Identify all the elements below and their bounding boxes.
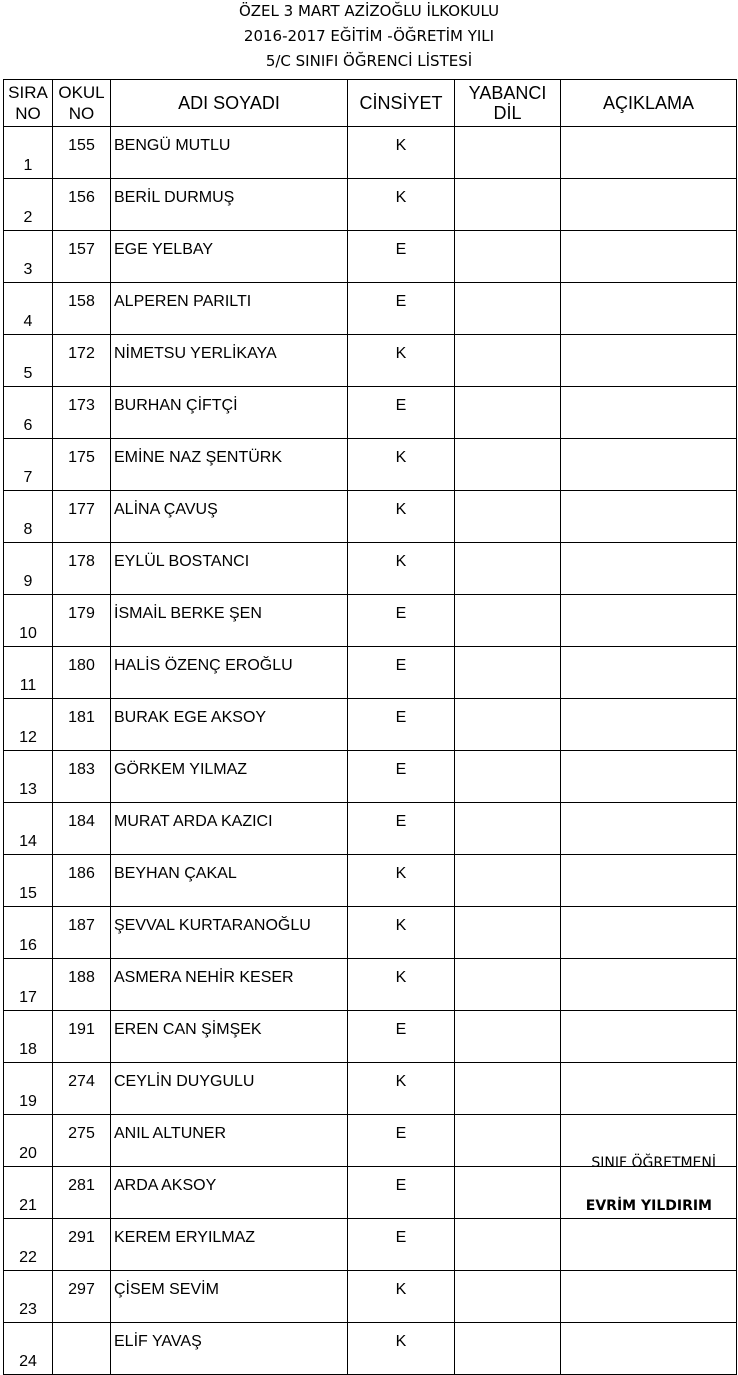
sira-no-cell: 1: [4, 127, 53, 179]
student-name-cell: MURAT ARDA KAZICI: [111, 803, 348, 855]
gender-cell: K: [348, 1323, 455, 1375]
student-name-cell: ANIL ALTUNER: [111, 1115, 348, 1167]
gender-cell: K: [348, 855, 455, 907]
notes-cell: [561, 647, 737, 699]
roster-body: [4, 127, 737, 1375]
table-row: [4, 803, 737, 855]
table-row: [4, 1323, 737, 1375]
gender-cell: E: [348, 1167, 455, 1219]
okul-no-cell: 173: [53, 387, 111, 439]
table-row: [4, 907, 737, 959]
gender-cell: K: [348, 543, 455, 595]
okul-no-cell: 179: [53, 595, 111, 647]
notes-cell: [561, 1219, 737, 1271]
gender-cell: K: [348, 1063, 455, 1115]
foreign-language-cell: [455, 127, 561, 179]
sira-no-cell: 19: [4, 1063, 53, 1115]
gender-cell: E: [348, 803, 455, 855]
gender-cell: E: [348, 1115, 455, 1167]
okul-no-cell: 297: [53, 1271, 111, 1323]
column-header-sira-line2: NO: [15, 104, 41, 123]
notes-cell: [561, 387, 737, 439]
notes-cell: [561, 959, 737, 1011]
student-name-cell: ASMERA NEHİR KESER: [111, 959, 348, 1011]
notes-cell: [561, 335, 737, 387]
gender-cell: K: [348, 491, 455, 543]
okul-no-cell: 175: [53, 439, 111, 491]
foreign-language-cell: [455, 1219, 561, 1271]
column-header-okul-no: [53, 80, 111, 127]
sira-no-cell: 22: [4, 1219, 53, 1271]
student-name-cell: EMİNE NAZ ŞENTÜRK: [111, 439, 348, 491]
table-row: [4, 1271, 737, 1323]
gender-cell: E: [348, 1011, 455, 1063]
foreign-language-cell: [455, 1323, 561, 1375]
column-header-yabanci-line1: YABANCI: [468, 83, 547, 103]
okul-no-cell: 281: [53, 1167, 111, 1219]
column-header-cinsiyet: CİNSİYET: [348, 80, 455, 127]
student-name-cell: HALİS ÖZENÇ EROĞLU: [111, 647, 348, 699]
notes-cell: [561, 751, 737, 803]
notes-cell: [561, 855, 737, 907]
sira-no-cell: 10: [4, 595, 53, 647]
foreign-language-cell: [455, 855, 561, 907]
column-header-yabanci-dil: [455, 80, 561, 127]
sira-no-cell: 12: [4, 699, 53, 751]
foreign-language-cell: [455, 1063, 561, 1115]
table-row: [4, 127, 737, 179]
table-row: [4, 1219, 737, 1271]
teacher-role: SINIF ÖĞRETMENİ: [591, 1155, 716, 1171]
notes-cell: [561, 283, 737, 335]
student-name-cell: İSMAİL BERKE ŞEN: [111, 595, 348, 647]
okul-no-cell: 181: [53, 699, 111, 751]
sira-no-cell: 14: [4, 803, 53, 855]
notes-cell: [561, 543, 737, 595]
sira-no-cell: 24: [4, 1323, 53, 1375]
list-title: 5/C SINIFI ÖĞRENCİ LİSTESİ: [265, 52, 473, 70]
okul-no-cell: 188: [53, 959, 111, 1011]
gender-cell: K: [348, 127, 455, 179]
foreign-language-cell: [455, 959, 561, 1011]
okul-no-cell: [53, 1323, 111, 1375]
okul-no-cell: 172: [53, 335, 111, 387]
document-header: [0, 0, 738, 74]
table-row: [4, 231, 737, 283]
table-row: [4, 335, 737, 387]
okul-no-cell: 180: [53, 647, 111, 699]
table-row: [4, 543, 737, 595]
foreign-language-cell: [455, 1115, 561, 1167]
okul-no-cell: 156: [53, 179, 111, 231]
okul-no-cell: 158: [53, 283, 111, 335]
okul-no-cell: 183: [53, 751, 111, 803]
student-name-cell: EYLÜL BOSTANCI: [111, 543, 348, 595]
student-name-cell: ELİF YAVAŞ: [111, 1323, 348, 1375]
foreign-language-cell: [455, 647, 561, 699]
table-row: [4, 751, 737, 803]
foreign-language-cell: [455, 491, 561, 543]
sira-no-cell: 6: [4, 387, 53, 439]
table-row: [4, 283, 737, 335]
okul-no-cell: 291: [53, 1219, 111, 1271]
gender-cell: K: [348, 907, 455, 959]
table-row: [4, 439, 737, 491]
foreign-language-cell: [455, 595, 561, 647]
column-header-yabanci-line2: DİL: [493, 103, 522, 123]
foreign-language-cell: [455, 907, 561, 959]
gender-cell: E: [348, 647, 455, 699]
table-header-row: [4, 80, 737, 127]
table-row: [4, 1011, 737, 1063]
sira-no-cell: 4: [4, 283, 53, 335]
okul-no-cell: 186: [53, 855, 111, 907]
notes-cell: [561, 595, 737, 647]
foreign-language-cell: [455, 1167, 561, 1219]
column-header-okul-line1: OKUL: [58, 83, 105, 102]
notes-cell: [561, 907, 737, 959]
okul-no-cell: 155: [53, 127, 111, 179]
sira-no-cell: 2: [4, 179, 53, 231]
academic-year: 2016-2017 EĞİTİM -ÖĞRETİM YILI: [243, 27, 495, 45]
okul-no-cell: 191: [53, 1011, 111, 1063]
foreign-language-cell: [455, 751, 561, 803]
student-name-cell: BURAK EGE AKSOY: [111, 699, 348, 751]
student-name-cell: NİMETSU YERLİKAYA: [111, 335, 348, 387]
student-name-cell: BERİL DURMUŞ: [111, 179, 348, 231]
student-name-cell: GÖRKEM YILMAZ: [111, 751, 348, 803]
student-name-cell: BEYHAN ÇAKAL: [111, 855, 348, 907]
sira-no-cell: 9: [4, 543, 53, 595]
foreign-language-cell: [455, 803, 561, 855]
notes-cell: [561, 491, 737, 543]
student-name-cell: ALPEREN PARILTI: [111, 283, 348, 335]
table-row: [4, 387, 737, 439]
table-row: [4, 647, 737, 699]
notes-cell: [561, 439, 737, 491]
table-row: [4, 959, 737, 1011]
okul-no-cell: 184: [53, 803, 111, 855]
student-name-cell: ALİNA ÇAVUŞ: [111, 491, 348, 543]
okul-no-cell: 274: [53, 1063, 111, 1115]
foreign-language-cell: [455, 387, 561, 439]
sira-no-cell: 3: [4, 231, 53, 283]
gender-cell: E: [348, 1219, 455, 1271]
sira-no-cell: 8: [4, 491, 53, 543]
okul-no-cell: 157: [53, 231, 111, 283]
foreign-language-cell: [455, 1011, 561, 1063]
foreign-language-cell: [455, 335, 561, 387]
foreign-language-cell: [455, 231, 561, 283]
student-roster-table: [3, 79, 737, 1375]
sira-no-cell: 11: [4, 647, 53, 699]
okul-no-cell: 177: [53, 491, 111, 543]
student-name-cell: KEREM ERYILMAZ: [111, 1219, 348, 1271]
table-row: [4, 179, 737, 231]
gender-cell: K: [348, 439, 455, 491]
foreign-language-cell: [455, 283, 561, 335]
gender-cell: E: [348, 283, 455, 335]
sira-no-cell: 7: [4, 439, 53, 491]
student-name-cell: CEYLİN DUYGULU: [111, 1063, 348, 1115]
gender-cell: E: [348, 751, 455, 803]
okul-no-cell: 187: [53, 907, 111, 959]
sira-no-cell: 15: [4, 855, 53, 907]
table-row: [4, 595, 737, 647]
gender-cell: E: [348, 231, 455, 283]
gender-cell: K: [348, 1271, 455, 1323]
student-name-cell: ÇİSEM SEVİM: [111, 1271, 348, 1323]
notes-cell: [561, 699, 737, 751]
foreign-language-cell: [455, 439, 561, 491]
foreign-language-cell: [455, 1271, 561, 1323]
gender-cell: E: [348, 595, 455, 647]
column-header-okul-line2: NO: [68, 104, 95, 123]
column-header-sira-no: [4, 80, 53, 127]
school-name: ÖZEL 3 MART AZİZOĞLU İLKOKULU: [238, 2, 500, 20]
notes-cell: [561, 1323, 737, 1375]
okul-no-cell: 275: [53, 1115, 111, 1167]
gender-cell: E: [348, 387, 455, 439]
notes-cell: [561, 803, 737, 855]
table-row: [4, 1063, 737, 1115]
column-header-adi-soyadi: ADI SOYADI: [111, 80, 348, 127]
okul-no-cell: 178: [53, 543, 111, 595]
column-header-aciklama: AÇIKLAMA: [561, 80, 737, 127]
sira-no-cell: 17: [4, 959, 53, 1011]
gender-cell: K: [348, 179, 455, 231]
gender-cell: E: [348, 699, 455, 751]
student-name-cell: ŞEVVAL KURTARANOĞLU: [111, 907, 348, 959]
foreign-language-cell: [455, 699, 561, 751]
student-name-cell: BENGÜ MUTLU: [111, 127, 348, 179]
sira-no-cell: 23: [4, 1271, 53, 1323]
sira-no-cell: 20: [4, 1115, 53, 1167]
sira-no-cell: 16: [4, 907, 53, 959]
notes-cell: [561, 231, 737, 283]
teacher-name: EVRİM YILDIRIM: [585, 1198, 712, 1214]
sira-no-cell: 21: [4, 1167, 53, 1219]
sira-no-cell: 18: [4, 1011, 53, 1063]
foreign-language-cell: [455, 179, 561, 231]
student-name-cell: EREN CAN ŞİMŞEK: [111, 1011, 348, 1063]
gender-cell: K: [348, 335, 455, 387]
foreign-language-cell: [455, 543, 561, 595]
sira-no-cell: 5: [4, 335, 53, 387]
student-name-cell: EGE YELBAY: [111, 231, 348, 283]
notes-cell: [561, 1011, 737, 1063]
column-header-sira-line1: SIRA: [8, 83, 48, 102]
notes-cell: [561, 127, 737, 179]
notes-cell: [561, 1271, 737, 1323]
table-row: [4, 491, 737, 543]
notes-cell: [561, 179, 737, 231]
notes-cell: [561, 1063, 737, 1115]
sira-no-cell: 13: [4, 751, 53, 803]
student-name-cell: BURHAN ÇİFTÇİ: [111, 387, 348, 439]
student-name-cell: ARDA AKSOY: [111, 1167, 348, 1219]
table-row: [4, 855, 737, 907]
gender-cell: K: [348, 959, 455, 1011]
table-row: [4, 699, 737, 751]
